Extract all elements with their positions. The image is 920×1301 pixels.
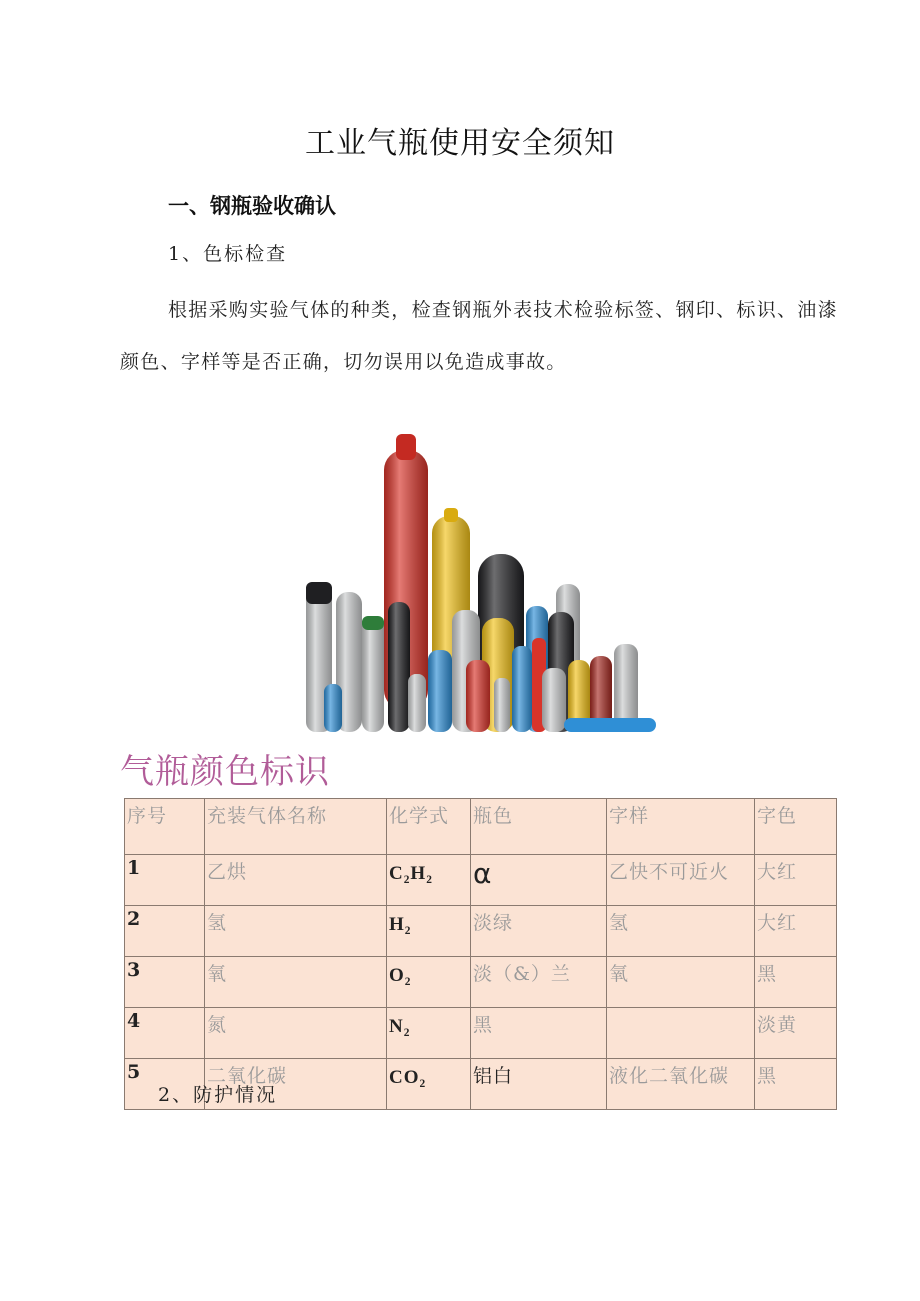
cylinder-red-front: [466, 660, 490, 732]
table-header-row: [125, 799, 837, 855]
header-cell: 字样: [607, 799, 755, 855]
cell-letter-color: 黑: [755, 957, 837, 1008]
sub-heading-protection: 2、防护情况: [158, 1084, 278, 1106]
cell-letter-color: 大红: [755, 855, 837, 906]
cell-formula: CO₂: [387, 1059, 471, 1110]
cell-bottle-color: 淡绿: [471, 906, 607, 957]
cell-gas-name: 乙烘: [205, 855, 387, 906]
cell-lettering: 氢: [607, 906, 755, 957]
table-row: [125, 906, 837, 957]
cell-bottle-color: α: [471, 855, 607, 906]
cell-gas-name: 氧: [205, 957, 387, 1008]
cell-lettering: [607, 1008, 755, 1059]
cell-bottle-color: 铝白: [471, 1059, 607, 1110]
cylinder-color-table: [124, 798, 837, 1110]
table-title: 气瓶颜色标识: [120, 752, 330, 792]
cylinder-green-top: [362, 616, 384, 732]
header-cell: 充装气体名称: [205, 799, 387, 855]
cell-bottle-color: 黑: [471, 1008, 607, 1059]
cell-number: 4: [125, 1008, 205, 1059]
paragraph-color-check: 根据采购实验气体的种类，检查钢瓶外表技术检验标签、钢印、标识、油漆颜色、字样等是否正确，切勿误用以免造成事故。: [120, 299, 838, 373]
cell-gas-name: 氮: [205, 1008, 387, 1059]
cell-number: 5: [125, 1059, 205, 1110]
header-cell: 序号: [125, 799, 205, 855]
cell-letter-color: 淡黄: [755, 1008, 837, 1059]
cell-formula: O₂: [387, 957, 471, 1008]
section-heading: 一、钢瓶验收确认: [168, 194, 336, 218]
cylinder-silver-front: [408, 674, 426, 732]
cylinder-blue-center-front: [512, 646, 532, 732]
cell-gas-name: 氢: [205, 906, 387, 957]
cell-number: 3: [125, 957, 205, 1008]
cell-gas-name: 二氧化碳: [205, 1059, 387, 1110]
cell-letter-color: 大红: [755, 906, 837, 957]
header-cell: 化学式: [387, 799, 471, 855]
header-cell: 瓶色: [471, 799, 607, 855]
cell-letter-color: 黑: [755, 1059, 837, 1110]
cell-number: 1: [125, 855, 205, 906]
gas-cylinders-photo: [300, 428, 662, 732]
table-row: [125, 1008, 837, 1059]
cell-formula: H₂: [387, 906, 471, 957]
cylinder-blue-front: [428, 650, 452, 732]
cell-number: 2: [125, 906, 205, 957]
document-title: 工业气瓶使用安全须知: [305, 126, 615, 161]
cylinder-silver-small-front: [494, 678, 510, 732]
cell-formula: C₂H₂: [387, 855, 471, 906]
cell-lettering: 氧: [607, 957, 755, 1008]
sub-heading-color-check: 1、色标检查: [168, 243, 288, 265]
header-cell: 字色: [755, 799, 837, 855]
cell-bottle-color: 淡（&）兰: [471, 957, 607, 1008]
table-row: [125, 957, 837, 1008]
cell-formula: N₂: [387, 1008, 471, 1059]
cylinder-black-slim: [388, 602, 410, 732]
cylinder-silver-front-right: [542, 668, 566, 732]
cylinder-blue-lying: [564, 718, 656, 732]
cell-lettering: 乙快不可近火: [607, 855, 755, 906]
table-row: [125, 855, 837, 906]
cylinder-blue-front-left: [324, 684, 342, 732]
cell-lettering: 液化二氧化碳: [607, 1059, 755, 1110]
